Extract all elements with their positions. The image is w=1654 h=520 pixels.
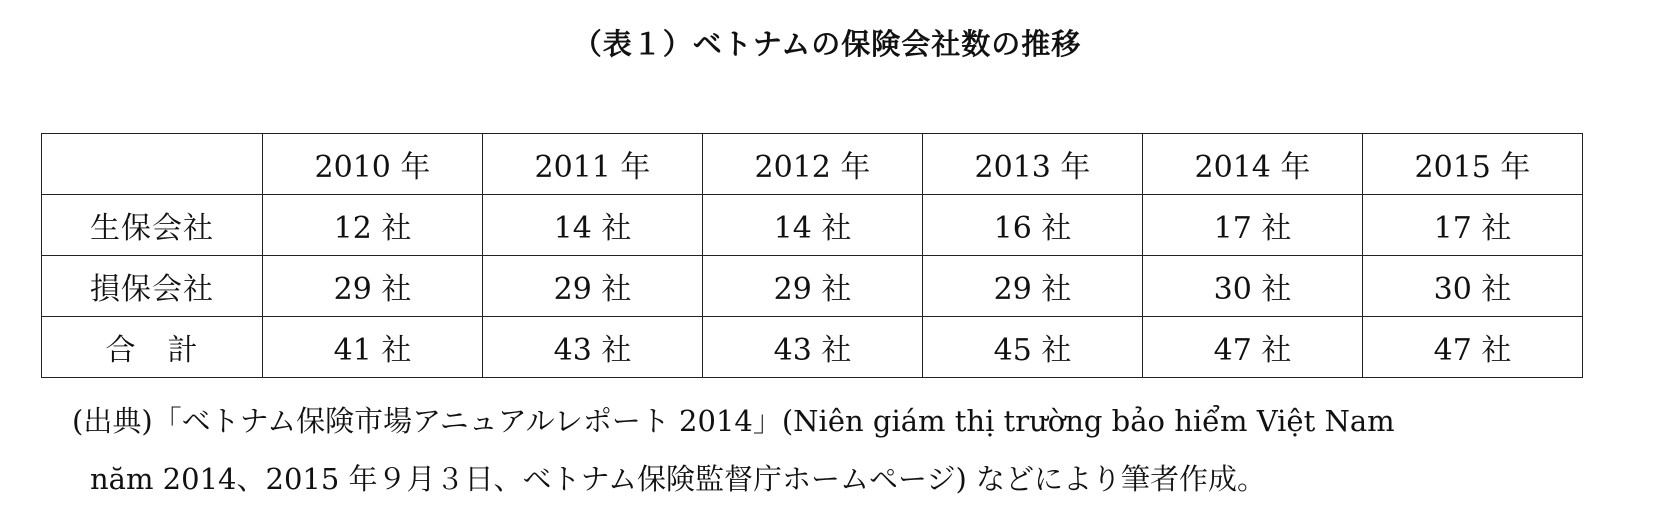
row-label-life-insurers: 生保会社	[42, 195, 263, 256]
header-cell-2015: 2015 年	[1363, 134, 1583, 195]
table-cell: 29 社	[263, 256, 483, 317]
header-cell-2010: 2010 年	[263, 134, 483, 195]
table-cell: 14 社	[483, 195, 703, 256]
table-cell: 47 社	[1363, 317, 1583, 378]
header-cell-2011: 2011 年	[483, 134, 703, 195]
table-cell: 29 社	[483, 256, 703, 317]
table-cell: 17 社	[1143, 195, 1363, 256]
table-cell: 45 社	[923, 317, 1143, 378]
table-row	[42, 195, 1583, 256]
table-cell: 30 社	[1143, 256, 1363, 317]
source-note-line-2: năm 2014、2015 年９月３日、ベトナム保険監督庁ホームページ) などにより筆者作成。	[90, 462, 1267, 496]
source-note	[72, 392, 1592, 508]
table-cell: 14 社	[703, 195, 923, 256]
table-cell: 47 社	[1143, 317, 1363, 378]
table-row	[42, 256, 1583, 317]
table-cell: 29 社	[703, 256, 923, 317]
header-cell-2014: 2014 年	[1143, 134, 1363, 195]
table-cell: 16 社	[923, 195, 1143, 256]
table-cell: 43 社	[703, 317, 923, 378]
table-title: （表１）ベトナムの保険会社数の推移	[572, 27, 1082, 61]
table-cell: 41 社	[263, 317, 483, 378]
source-note-line-1: (出典)「ベトナム保険市場アニュアルレポート 2014」(Niên giám thị trường bảo hiểm Việt Nam	[72, 404, 1395, 438]
insurance-company-count-table	[41, 133, 1583, 378]
header-cell-2012: 2012 年	[703, 134, 923, 195]
table-cell: 17 社	[1363, 195, 1583, 256]
row-label-total: 合 計	[42, 317, 263, 378]
table-cell: 43 社	[483, 317, 703, 378]
table-cell: 30 社	[1363, 256, 1583, 317]
table-row	[42, 317, 1583, 378]
header-cell-2013: 2013 年	[923, 134, 1143, 195]
header-cell-empty	[42, 134, 263, 195]
row-label-non-life-insurers: 損保会社	[42, 256, 263, 317]
table-cell: 29 社	[923, 256, 1143, 317]
header-row	[42, 134, 1583, 195]
table-cell: 12 社	[263, 195, 483, 256]
